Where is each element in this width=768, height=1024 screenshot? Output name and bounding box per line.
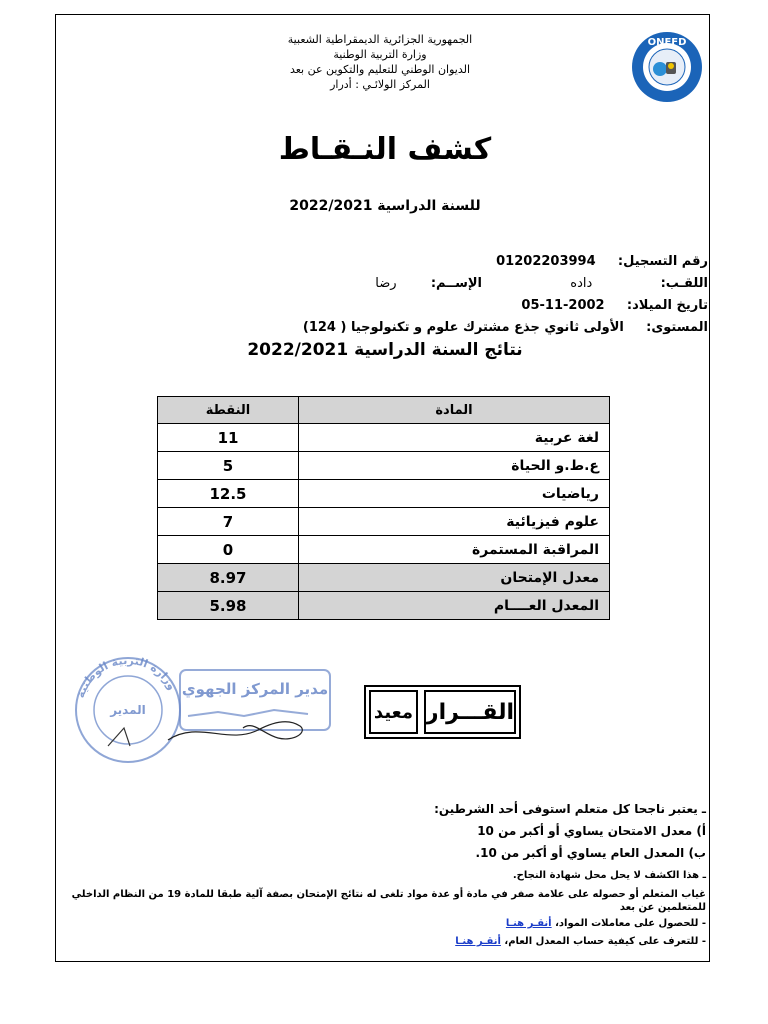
decision-label: القـــرار (424, 690, 516, 734)
seal-round-text: وزارة التربية الوطنية (73, 653, 179, 700)
decision-value: معيد (369, 690, 418, 734)
name-row (328, 276, 708, 291)
note-coefficients-text: - للحصول على معاملات المواد، (555, 918, 706, 929)
table-row (158, 424, 610, 452)
note-average-row (455, 936, 706, 947)
column-header-grade: النقطة (158, 397, 299, 424)
header-line-center: المركز الولائـي : أدرار (330, 78, 430, 91)
exam-average-row (158, 564, 610, 592)
birth-row (521, 298, 708, 313)
name-value: رضا (375, 276, 397, 291)
birth-value: 2002-11-05 (521, 298, 605, 313)
level-label: المستوى: (646, 320, 708, 335)
ministry-header (250, 32, 510, 92)
grades-table (157, 396, 610, 620)
grade-cell: 7 (158, 508, 299, 536)
seal-center-text: المدير (110, 703, 146, 717)
grade-cell: 12.5 (158, 480, 299, 508)
table-row (158, 508, 610, 536)
general-average-label: المعدل العــــام (299, 592, 610, 620)
onefd-logo (630, 30, 704, 104)
column-header-subject: المادة (299, 397, 610, 424)
level-row (303, 320, 708, 335)
note-absence-rule: غياب المتعلم أو حصوله على علامة صفر في مادة أو عدة مواد تلغى له نتائج الإمتحان بصفة آلية طبقا للمادة 19 من النظام الداخلي للمتعلمين عن بعد (71, 889, 706, 913)
exam-average-label: معدل الإمتحان (299, 564, 610, 592)
official-stamp (68, 650, 338, 770)
grade-cell: 0 (158, 536, 299, 564)
header-line-ministry: وزارة التربية الوطنية (333, 48, 427, 61)
name-label: الإســم: (430, 276, 483, 291)
header-line-office: الديوان الوطني للتعليم والتكوين عن بعد (289, 63, 471, 76)
results-title: نتائج السنة الدراسية 2022/2021 (247, 340, 523, 360)
note-coefficients-row (506, 918, 706, 929)
note-condition-b: ب) المعدل العام يساوي أو أكبر من 10. (475, 846, 706, 860)
stamp-title-text: مدير المركز الجهوي (181, 680, 329, 698)
grade-cell: 5 (158, 452, 299, 480)
surname-value: داده (570, 276, 593, 291)
level-value: الأولى ثانوي جذع مشترك علوم و تكنولوجيا ( 124) (302, 320, 624, 335)
decision-box (364, 685, 521, 739)
logo-text: ONEFD (647, 37, 687, 48)
subject-cell: لغة عربية (299, 424, 610, 452)
birth-label: تاريخ الميلاد: (626, 298, 708, 313)
average-calculation-link[interactable]: أنقـر هنـا (455, 936, 501, 947)
subject-cell: رياضيات (299, 480, 610, 508)
subject-cell: المراقبة المستمرة (299, 536, 610, 564)
exam-average-value: 8.97 (158, 564, 299, 592)
table-row (158, 536, 610, 564)
registration-label: رقم التسجيل: (617, 254, 708, 269)
table-row (158, 480, 610, 508)
subject-cell: ع.ط.و الحياة (299, 452, 610, 480)
page-title: كشف النـقـاط (278, 132, 492, 167)
table-row (158, 452, 610, 480)
coefficients-link[interactable]: أنقـر هنـا (505, 918, 552, 929)
surname-label: اللقـب: (660, 276, 708, 291)
header-line-republic: الجمهورية الجزائرية الديمقراطية الشعبية (287, 33, 473, 46)
general-average-value: 5.98 (158, 592, 299, 620)
table-header-row (158, 397, 610, 424)
registration-value: 01202203994 (496, 254, 596, 269)
note-average-text: - للتعرف على كيفية حساب المعدل العام، (504, 936, 706, 947)
note-success-condition: ـ يعتبر ناجحا كل متعلم استوفى أحد الشرطين: (434, 802, 706, 816)
subject-cell: علوم فيزيائية (299, 508, 610, 536)
note-not-certificate: ـ هذا الكشف لا يحل محل شهادة النجاح. (512, 870, 706, 881)
registration-row (496, 254, 708, 269)
general-average-row (158, 592, 610, 620)
school-year: للسنة الدراسية 2022/2021 (289, 198, 481, 214)
grade-cell: 11 (158, 424, 299, 452)
note-condition-a: أ) معدل الامتحان يساوي أو أكبر من 10 (477, 824, 706, 838)
